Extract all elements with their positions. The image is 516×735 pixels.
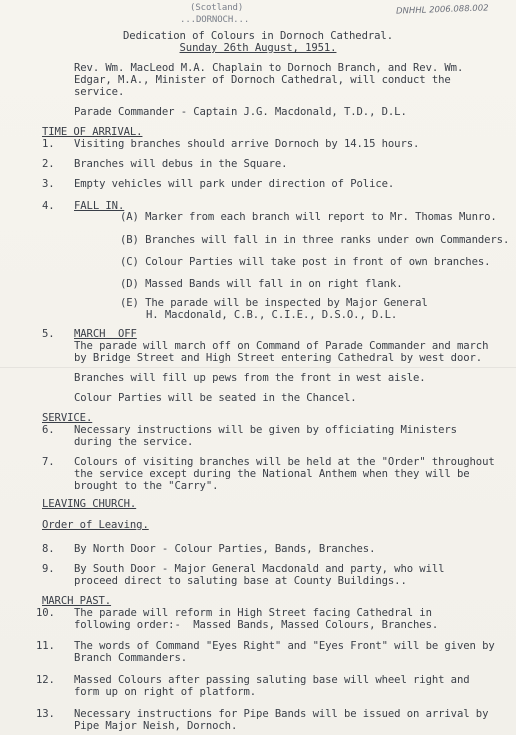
item-text: following order:- Massed Bands, Massed Colours, Branches. [74, 619, 439, 631]
item-number: 7. [42, 456, 55, 468]
archive-stamp: DNHHL 2006.088.002 [395, 3, 489, 17]
item-number: 6. [42, 424, 55, 436]
parade-commander: Parade Commander - Captain J.G. Macdonald, T.D., D.L. [74, 106, 407, 118]
item-number: 13. [36, 708, 55, 720]
item-number: 3. [42, 178, 55, 190]
fall-in-d: (D) Massed Bands will fall in on right flank. [120, 278, 403, 290]
heading-fall-in: FALL IN. [74, 200, 125, 212]
march-line-2: by Bridge Street and High Street entering Cathedral by west door. [74, 352, 483, 364]
intro-line-1: Rev. Wm. MacLeod M.A. Chaplain to Dornoch Branch, and Rev. Wm. [74, 62, 464, 74]
item-text: brought to the "Carry". [74, 480, 219, 492]
document-date: Sunday 26th August, 1951. [179, 42, 337, 54]
fall-in-e-2: H. Macdonald, C.B., C.I.E., D.S.O., D.L. [146, 309, 398, 321]
item-text: By South Door - Major General Macdonald and party, who will [74, 563, 445, 575]
item-number: 2. [42, 158, 55, 170]
heading-service: SERVICE. [42, 412, 93, 424]
item-text: Pipe Major Neish, Dornoch. [74, 720, 238, 732]
item-text: Branches will debus in the Square. [74, 158, 288, 170]
item-number: 1. [42, 138, 55, 150]
item-number: 11. [36, 640, 55, 652]
item-number: 4. [42, 200, 55, 212]
item-text: The words of Command "Eyes Right" and "Eyes Front" will be given by [74, 640, 495, 652]
document-title: Dedication of Colours in Dornoch Cathedral. [123, 30, 393, 42]
item-text: Branch Commanders. [74, 652, 188, 664]
intro-line-2: Edgar, M.A., Minister of Dornoch Cathedral, will conduct the [74, 74, 451, 86]
item-text: Colours of visiting branches will be held at the "Order" throughout [74, 456, 495, 468]
item-number: 10. [36, 607, 55, 619]
item-text: during the service. [74, 436, 194, 448]
item-text: Massed Colours after passing saluting base will wheel right and [74, 674, 470, 686]
item-number: 5. [42, 328, 55, 340]
item-text: Necessary instructions for Pipe Bands will be issued on arrival by [74, 708, 489, 720]
header-line-2: ...DORNOCH... [180, 15, 250, 25]
fall-in-b: (B) Branches will fall in in three ranks under own Commanders. [120, 234, 510, 246]
march-line-3: Branches will fill up pews from the front in west aisle. [74, 372, 426, 384]
item-number: 8. [42, 543, 55, 555]
heading-march-past: MARCH PAST. [42, 595, 112, 607]
item-number: 12. [36, 674, 55, 686]
heading-march-off: MARCH OFF [74, 328, 137, 340]
item-text: Empty vehicles will park under direction of Police. [74, 178, 395, 190]
item-text: proceed direct to saluting base at County Buildings.. [74, 575, 407, 587]
item-text: form up on right of platform. [74, 686, 257, 698]
item-text: the service except during the National Anthem when they will be [74, 468, 470, 480]
item-text: Visiting branches should arrive Dornoch by 14.15 hours. [74, 138, 420, 150]
item-text: The parade will reform in High Street facing Cathedral in [74, 607, 432, 619]
heading-order-of-leaving: Order of Leaving. [42, 519, 149, 531]
fall-in-e-1: (E) The parade will be inspected by Major General [120, 297, 428, 309]
march-line-4: Colour Parties will be seated in the Chancel. [74, 392, 357, 404]
intro-line-3: service. [74, 86, 125, 98]
fall-in-c: (C) Colour Parties will take post in front of own branches. [120, 256, 491, 268]
march-line-1: The parade will march off on Command of Parade Commander and march [74, 340, 489, 352]
item-number: 9. [42, 563, 55, 575]
fall-in-a: (A) Marker from each branch will report to Mr. Thomas Munro. [120, 211, 497, 223]
item-text: By North Door - Colour Parties, Bands, Branches. [74, 543, 376, 555]
heading-time-of-arrival: TIME OF ARRIVAL. [42, 126, 143, 138]
header-line-1: (Scotland) [190, 3, 244, 13]
paper-fold-line [0, 367, 516, 368]
heading-leaving-church: LEAVING CHURCH. [42, 498, 137, 510]
item-text: Necessary instructions will be given by officiating Ministers [74, 424, 457, 436]
